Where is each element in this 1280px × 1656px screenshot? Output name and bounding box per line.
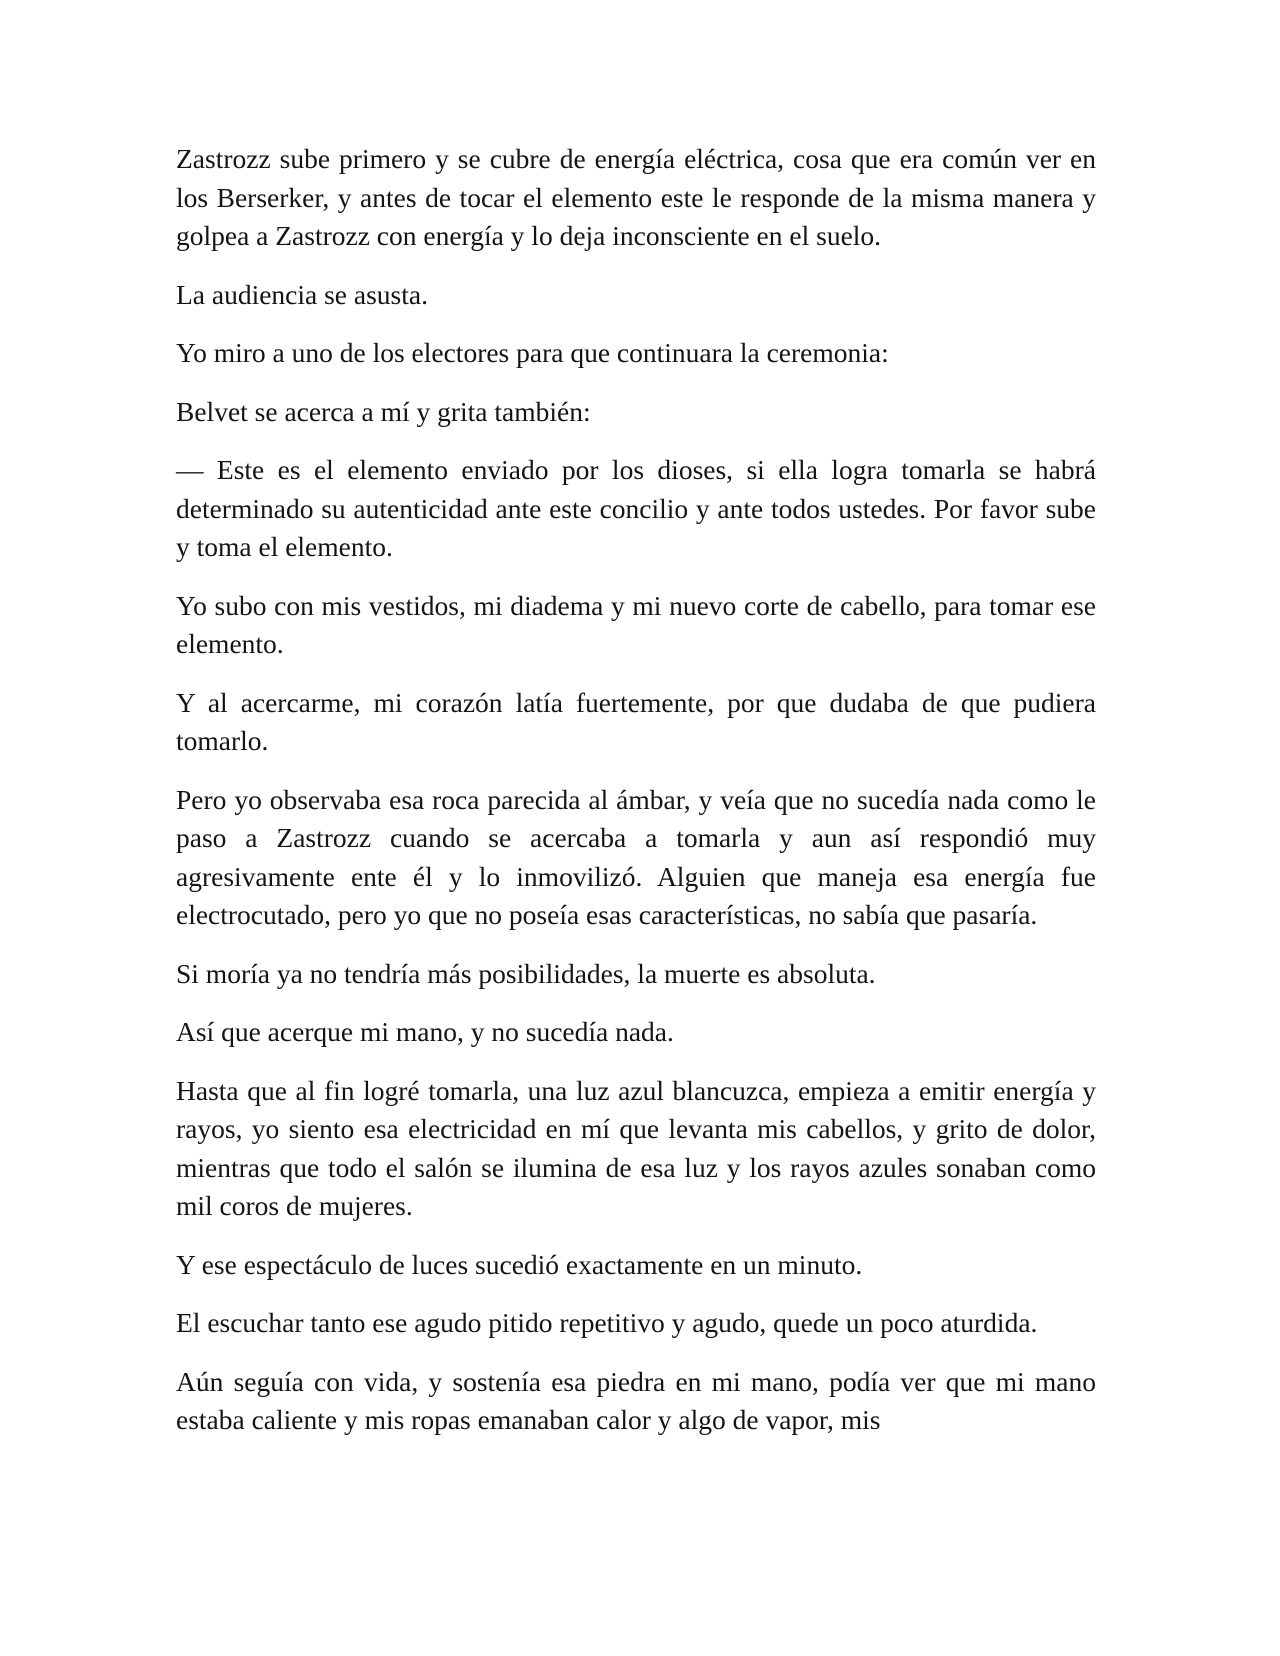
paragraph: Pero yo observaba esa roca parecida al ámbar, y veía que no sucedía nada como le paso a Zastrozz cuando se acercaba a tomarla y aun así respondió muy agresivamente ente él y lo inmovilizó. Alguien que maneja esa energía fue electrocutado, pero yo que no poseía esas características, no sabía que pasaría. <box>176 783 1096 930</box>
paragraph: Así que acerque mi mano, y no sucedía nada. <box>176 1016 674 1047</box>
paragraph: El escuchar tanto ese agudo pitido repetitivo y agudo, quede un poco aturdida. <box>176 1307 1038 1338</box>
paragraph: Belvet se acerca a mí y grita también: <box>176 395 591 427</box>
paragraph: Zastrozz sube primero y se cubre de energía eléctrica, cosa que era común ver en los Berserker, y antes de tocar el elemento este le responde de la misma manera y golpea a Zastrozz con energía y lo deja inconsciente en el suelo. <box>176 143 1096 251</box>
paragraph: Yo subo con mis vestidos, mi diadema y mi nuevo corte de cabello, para tomar ese elemento. <box>176 589 1096 659</box>
paragraph: — Este es el elemento enviado por los dioses, si ella logra tomarla se habrá determinado su autenticidad ante este concilio y ante todos ustedes. Por favor sube y toma el elemento. <box>176 454 1096 562</box>
document-page <box>176 140 1096 1460</box>
paragraph: Si moría ya no tendría más posibilidades, la muerte es absoluta. <box>176 957 876 989</box>
paragraph: Aún seguía con vida, y sostenía esa piedra en mi mano, podía ver que mi mano estaba caliente y mis ropas emanaban calor y algo de vapor, mis <box>176 1365 1096 1435</box>
paragraph: Y al acercarme, mi corazón latía fuertemente, por que dudaba de que pudiera tomarlo. <box>176 686 1096 756</box>
paragraph: Hasta que al fin logré tomarla, una luz azul blancuzca, empieza a emitir energía y rayos, yo siento esa electricidad en mí que levanta mis cabellos, y grito de dolor, mientras que todo el salón se ilumina de esa luz y los rayos azules sonaban como mil coros de mujeres. <box>176 1074 1096 1221</box>
paragraph: Y ese espectáculo de luces sucedió exactamente en un minuto. <box>176 1248 863 1280</box>
paragraph: Yo miro a uno de los electores para que continuara la ceremonia: <box>176 337 889 368</box>
paragraph: La audiencia se asusta. <box>176 278 428 310</box>
